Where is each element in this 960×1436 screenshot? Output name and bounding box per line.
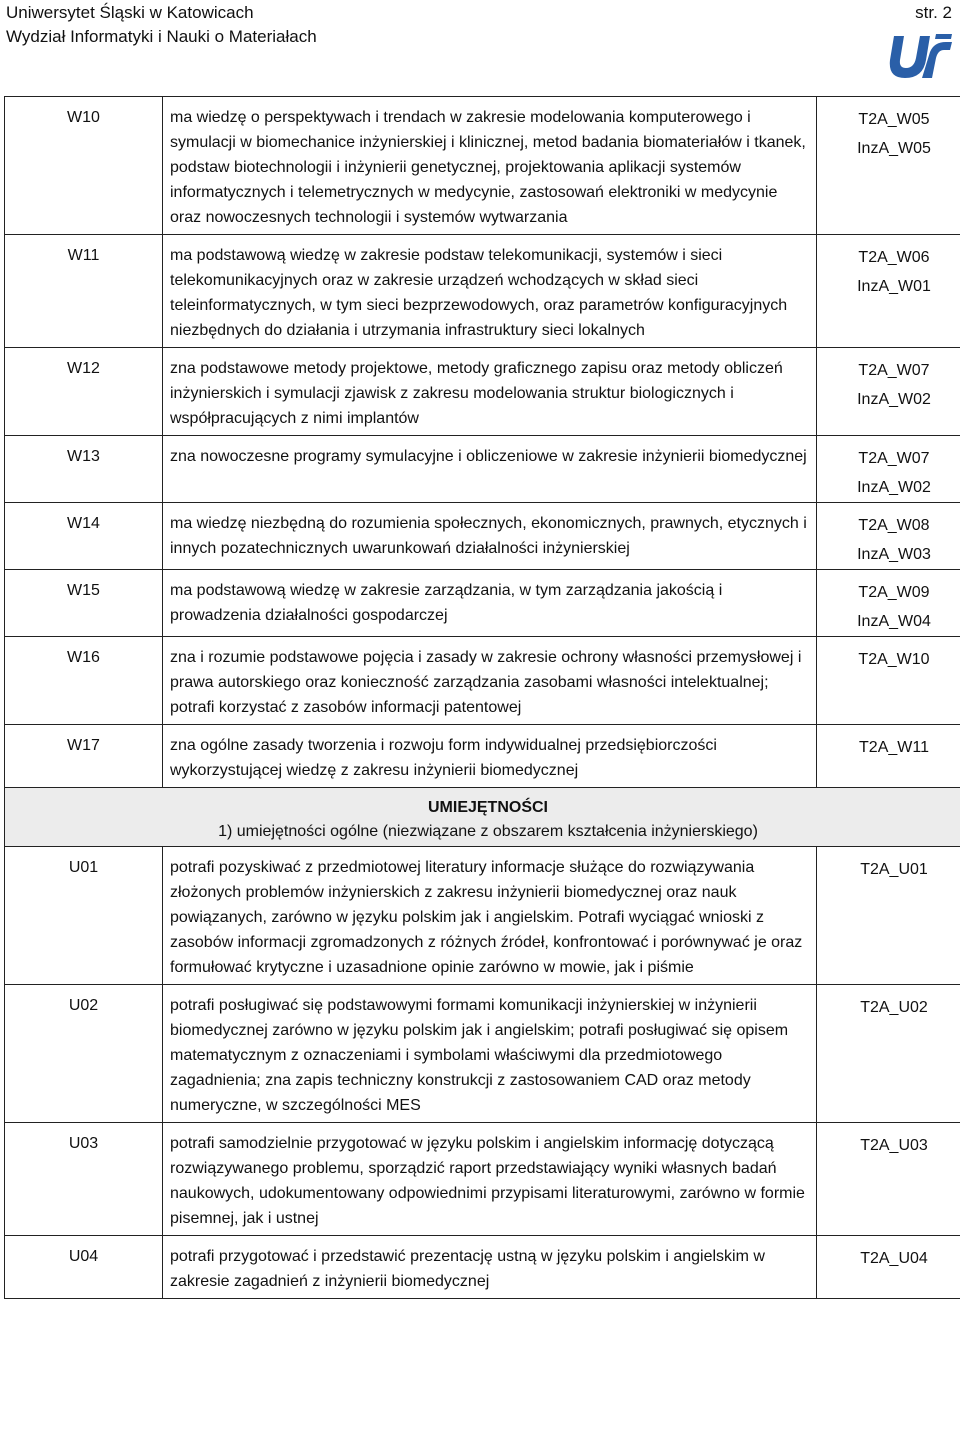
outcome-code: W12 <box>5 348 163 436</box>
outcome-code: W11 <box>5 235 163 348</box>
reference-code: T2A_W05 <box>858 111 930 128</box>
outcome-description: ma wiedzę niezbędną do rozumienia społecznych, ekonomicznych, prawnych, etycznych i innych pozatechnicznych uwarunkowań działalności inżynierskiej <box>163 503 817 570</box>
table-row <box>5 503 960 570</box>
outcome-references <box>817 1123 960 1236</box>
page-header <box>0 0 960 96</box>
outcome-code: U02 <box>5 985 163 1123</box>
page-number: str. 2 <box>915 3 952 22</box>
outcome-references <box>817 348 960 436</box>
outcome-code: W10 <box>5 97 163 235</box>
university-name: Uniwersytet Śląski w Katowicach <box>6 3 254 22</box>
outcome-description: ma podstawową wiedzę w zakresie podstaw telekomunikacji, systemów i sieci telekomunikacyjnych oraz w zakresie urządzeń wchodzących w skład sieci teleinformatycznych, w tym sieci bezprzewodowych, oraz parametrów konfiguracyjnych niezbędnych do działania i utrzymania infrastruktury sieci lokalnych <box>163 235 817 348</box>
reference-code: T2A_W07 <box>858 450 930 467</box>
section-title: UMIEJĘTNOŚCI <box>427 799 548 816</box>
reference-code: T2A_U04 <box>860 1250 928 1267</box>
reference-code: T2A_U02 <box>860 999 928 1016</box>
outcome-references <box>817 235 960 348</box>
faculty-name: Wydział Informatyki i Nauki o Materiałach <box>6 27 317 46</box>
reference-code: T2A_U01 <box>860 861 928 878</box>
table-row <box>5 725 960 788</box>
outcome-references <box>817 436 960 503</box>
table-row <box>5 436 960 503</box>
outcome-code: W14 <box>5 503 163 570</box>
outcome-description: zna ogólne zasady tworzenia i rozwoju form indywidualnej przedsiębiorczości wykorzystującej wiedzę z zakresu inżynierii biomedycznej <box>163 725 817 788</box>
outcome-description: zna i rozumie podstawowe pojęcia i zasady w zakresie ochrony własności przemysłowej i prawa autorskiego oraz konieczność zarządzania zasobami własności intelektualnej; potrafi korzystać z zasobów informacji patentowej <box>163 637 817 725</box>
outcome-code: U04 <box>5 1236 163 1299</box>
outcome-description: zna podstawowe metody projektowe, metody graficznego zapisu oraz metody obliczeń inżynierskich i symulacji zjawisk z zakresu modelowania struktur biologicznych i współpracujących z nimi implantów <box>163 348 817 436</box>
outcome-references <box>817 985 960 1123</box>
university-logo-icon <box>886 30 956 82</box>
outcome-code: U01 <box>5 847 163 985</box>
reference-code: T2A_W09 <box>858 584 930 601</box>
reference-code: InzA_W01 <box>857 278 931 295</box>
reference-code: InzA_W04 <box>857 613 931 630</box>
outcome-code: W16 <box>5 637 163 725</box>
table-row <box>5 97 960 235</box>
outcome-references <box>817 570 960 637</box>
reference-code: InzA_W03 <box>857 546 931 563</box>
table-row <box>5 637 960 725</box>
reference-code: T2A_W11 <box>859 739 929 756</box>
outcome-code: W15 <box>5 570 163 637</box>
outcome-description: potrafi samodzielnie przygotować w języku polskim i angielskim informację dotyczącą rozwiązywanego problemu, sporządzić raport przedstawiający wyniki własnych badań naukowych, udokumentowany odpowiednimi przypisami literaturowymi, zarówno w formie pisemnej, jak i ustnej <box>163 1123 817 1236</box>
outcome-description: ma wiedzę o perspektywach i trendach w zakresie modelowania komputerowego i symulacji w biomechanice inżynierskiej i klinicznej, metod badania biomateriałów i tkanek, podstaw biotechnologii i inżynierii genetycznej, projektowania aplikacji systemów informatycznych i telemetrycznych w medycynie, zastosowań elektroniki w medycynie oraz nowoczesnych technologii i systemów wytwarzania <box>163 97 817 235</box>
outcome-references <box>817 847 960 985</box>
outcome-references <box>817 97 960 235</box>
skills-section-header <box>5 788 960 847</box>
outcome-code: U03 <box>5 1123 163 1236</box>
outcome-description: potrafi przygotować i przedstawić prezentację ustną w języku polskim i angielskim w zakresie zagadnień z inżynierii biomedycznej <box>163 1236 817 1299</box>
table-row <box>5 570 960 637</box>
reference-code: InzA_W02 <box>857 391 931 408</box>
reference-code: T2A_W08 <box>858 517 930 534</box>
table-row <box>5 985 960 1123</box>
table-row <box>5 1236 960 1299</box>
outcome-description: ma podstawową wiedzę w zakresie zarządzania, w tym zarządzania jakością i prowadzenia działalności gospodarczej <box>163 570 817 637</box>
outcome-references <box>817 503 960 570</box>
outcome-references <box>817 725 960 788</box>
outcome-references <box>817 637 960 725</box>
section-subtitle: 1) umiejętności ogólne (niezwiązane z obszarem kształcenia inżynierskiego) <box>218 823 758 840</box>
reference-code: T2A_U03 <box>860 1137 928 1154</box>
table-row <box>5 847 960 985</box>
reference-code: T2A_W07 <box>858 362 930 379</box>
reference-code: InzA_W05 <box>857 140 931 157</box>
table-row <box>5 348 960 436</box>
outcome-code: W17 <box>5 725 163 788</box>
reference-code: T2A_W10 <box>858 651 930 668</box>
outcome-description: zna nowoczesne programy symulacyjne i obliczeniowe w zakresie inżynierii biomedycznej <box>163 436 817 503</box>
outcome-description: potrafi posługiwać się podstawowymi formami komunikacji inżynierskiej w inżynierii biomedycznej zarówno w języku polskim jak i angielskim; potrafi posługiwać się opisem matematycznym z oznaczeniami i symbolami właściwymi dla przedmiotowego zagadnienia; zna zapis techniczny konstrukcji z zastosowaniem CAD oraz metody numeryczne, w szczególności MES <box>163 985 817 1123</box>
reference-code: T2A_W06 <box>858 249 930 266</box>
table-row <box>5 235 960 348</box>
outcome-references <box>817 1236 960 1299</box>
reference-code: InzA_W02 <box>857 479 931 496</box>
learning-outcomes-table <box>4 96 960 1299</box>
table-row <box>5 1123 960 1236</box>
outcome-description: potrafi pozyskiwać z przedmiotowej literatury informacje służące do rozwiązywania złożonych problemów inżynierskich z zakresu inżynierii biomedycznej oraz nauk powiązanych, zarówno w języku polskim jak i angielskim. Potrafi wyciągać wnioski z zasobów informacji zgromadzonych z różnych źródeł, konfrontować i porównywać je oraz formułować krytyczne i uzasadnione opinie zarówno w mowie, jak i piśmie <box>163 847 817 985</box>
outcome-code: W13 <box>5 436 163 503</box>
